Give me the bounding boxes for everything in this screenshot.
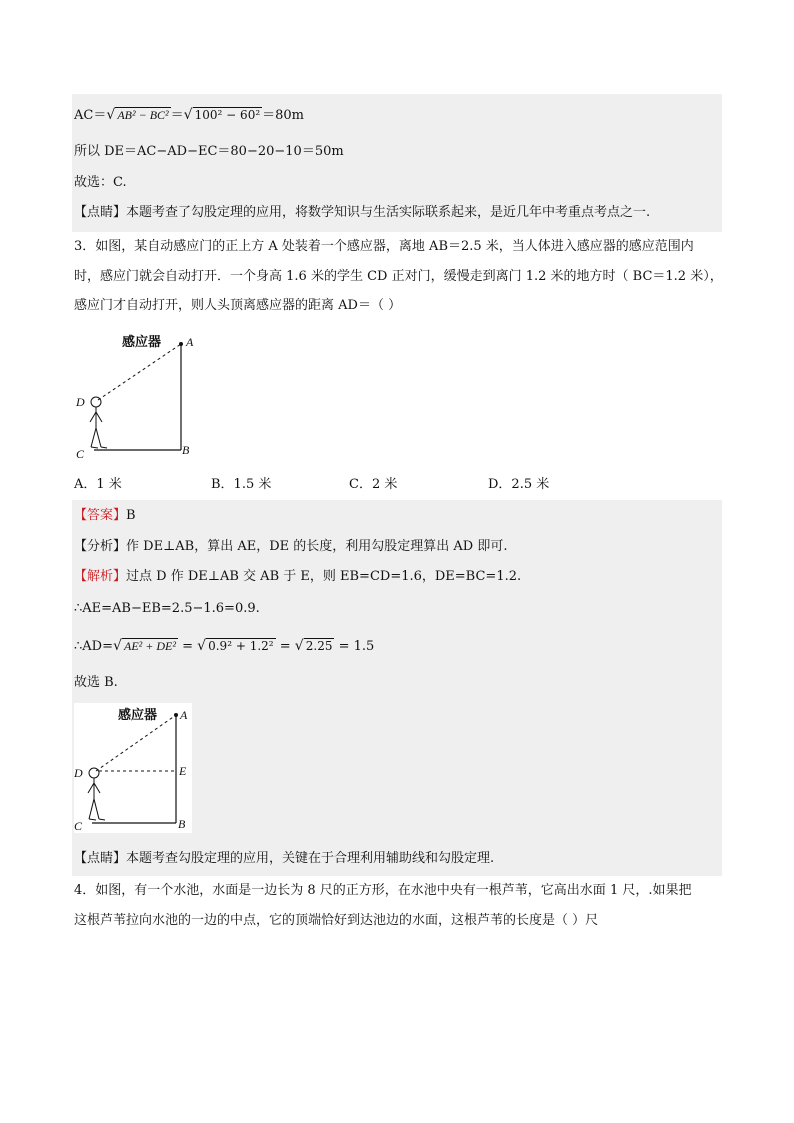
label-c: C xyxy=(76,447,85,461)
comment-line xyxy=(74,204,650,222)
q4-line-2: 这根芦苇拉向水池的一边的中点，它的顶端恰好到达池边的水面，这根芦苇的长度是（ ）尺 xyxy=(74,913,599,928)
label-b-2: B xyxy=(178,817,186,831)
solution-line xyxy=(74,568,521,586)
step-1: ∴AE=AB−EB=2.5−1.6=0.9. xyxy=(74,601,260,616)
choice-line: 故选：C. xyxy=(74,175,127,190)
label-c-2: C xyxy=(74,819,83,833)
label-a: A xyxy=(186,335,194,349)
de-line: 所以 DE＝AC−AD−EC＝80−20−10＝50m xyxy=(74,144,344,159)
q3-line-3: 感应门才自动打开，则人头顶离感应器的距离 AD＝（ ） xyxy=(74,298,402,313)
ac-equation: AC＝ √ AB² − BC² ＝ √ 100² − 60² ＝80m xyxy=(74,107,305,123)
option-d: D．2.5 米 xyxy=(488,477,550,492)
label-b: B xyxy=(182,443,190,457)
sensor-label: 感应器 xyxy=(122,335,162,350)
analysis-text: 作 DE⊥AB，算出 AE，DE 的长度，利用勾股定理算出 AD 即可. xyxy=(126,539,508,554)
comment-text: 本题考查了勾股定理的应用，将数学知识与生活实际联系起来，是近几年中考重点考点之一. xyxy=(126,205,651,220)
option-c: C．2 米 xyxy=(349,477,398,492)
sensor-figure-1 xyxy=(74,330,204,462)
sensor-figure-2 xyxy=(74,703,192,833)
comment-line-q3 xyxy=(74,850,494,868)
answer-tag: 【答案】 xyxy=(74,508,127,523)
analysis-tag: 【分析】 xyxy=(74,539,127,554)
q3-line-2: 时，感应门就会自动打开．一个身高 1.6 米的学生 CD 正对门，缓慢走到离门 1.2 米的地方时（ BC＝1.2 米）， xyxy=(74,269,723,284)
q3-line-1: 3．如图，某自动感应门的正上方 A 处装着一个感应器，离地 AB＝2.5 米，当人体进入感应器的感应范围内 xyxy=(74,239,694,254)
option-a: A．1 米 xyxy=(74,477,122,492)
analysis-line xyxy=(74,538,508,556)
comment-text-q3: 本题考查勾股定理的应用，关键在于合理利用辅助线和勾股定理. xyxy=(126,851,495,866)
label-a-2: A xyxy=(180,708,188,722)
comment-tag: 【点睛】 xyxy=(74,205,127,220)
label-d: D xyxy=(76,395,85,409)
answer-value: B xyxy=(126,508,136,523)
solution-text: 过点 D 作 DE⊥AB 交 AB 于 E，则 EB=CD=1.6，DE=BC=1.2. xyxy=(126,569,522,584)
label-d-2: D xyxy=(74,766,83,780)
choice-b: 故选 B. xyxy=(74,675,118,690)
option-b: B．1.5 米 xyxy=(211,477,272,492)
comment-tag-q3: 【点睛】 xyxy=(74,851,127,866)
sensor-label-2: 感应器 xyxy=(118,708,158,723)
label-e-2: E xyxy=(179,764,187,778)
q4-line-1: 4．如图，有一个水池，水面是一边长为 8 尺的正方形，在水池中央有一根芦苇，它高出水面 1 尺，.如果把 xyxy=(74,883,692,898)
answer-line xyxy=(74,507,136,525)
step-2: ∴AD= √ AE² + DE² = √ 0.9² + 1.2² = √ 2.25 = 1.5 xyxy=(74,638,375,654)
solution-tag: 【解析】 xyxy=(74,569,127,584)
